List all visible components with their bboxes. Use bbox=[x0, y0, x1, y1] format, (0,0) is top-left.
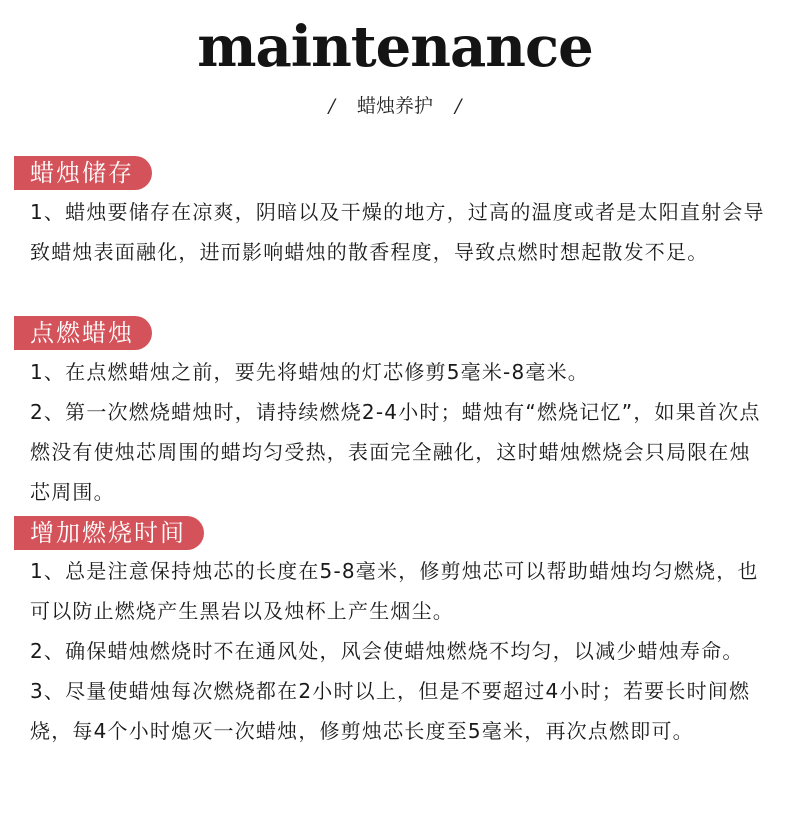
paragraph: 1、蜡烛要储存在凉爽，阴暗以及干燥的地方，过高的温度或者是太阳直射会导致蜡烛表面融化，进而影响蜡烛的散香程度，导致点燃时想起散发不足。 bbox=[30, 200, 765, 264]
paragraph: 2、第一次燃烧蜡烛时，请持续燃烧2-4小时；蜡烛有“燃烧记忆”，如果首次点燃没有使烛芯周围的蜡均匀受热，表面完全融化，这时蜡烛燃烧会只局限在烛芯周围。 bbox=[30, 400, 761, 504]
section-heading-lighting: 点燃蜡烛 bbox=[14, 316, 152, 350]
subtitle-slash-right: / bbox=[455, 95, 462, 117]
paragraph: 1、在点燃蜡烛之前，要先将蜡烛的灯芯修剪5毫米-8毫米。 bbox=[30, 360, 589, 384]
section-heading-burn-time: 增加燃烧时间 bbox=[14, 516, 204, 550]
subtitle-text: 蜡烛养护 bbox=[356, 95, 433, 117]
paragraph: 2、确保蜡烛燃烧时不在通风处，风会使蜡烛燃烧不均匀，以减少蜡烛寿命。 bbox=[30, 639, 744, 663]
subtitle-slash-left: / bbox=[328, 95, 335, 117]
section-heading-storage: 蜡烛储存 bbox=[14, 156, 152, 190]
page-subtitle bbox=[0, 92, 790, 120]
section-body-burn-time bbox=[30, 551, 770, 751]
section-body-lighting bbox=[30, 352, 770, 512]
paragraph: 3、尽量使蜡烛每次燃烧都在2小时以上，但是不要超过4小时；若要长时间燃烧，每4个小时熄灭一次蜡烛，修剪烛芯长度至5毫米，再次点燃即可。 bbox=[30, 679, 751, 743]
paragraph: 1、总是注意保持烛芯的长度在5-8毫米，修剪烛芯可以帮助蜡烛均匀燃烧，也可以防止燃烧产生黑岩以及烛杯上产生烟尘。 bbox=[30, 559, 759, 623]
page-title: maintenance bbox=[197, 14, 593, 80]
section-body-storage bbox=[30, 192, 770, 272]
